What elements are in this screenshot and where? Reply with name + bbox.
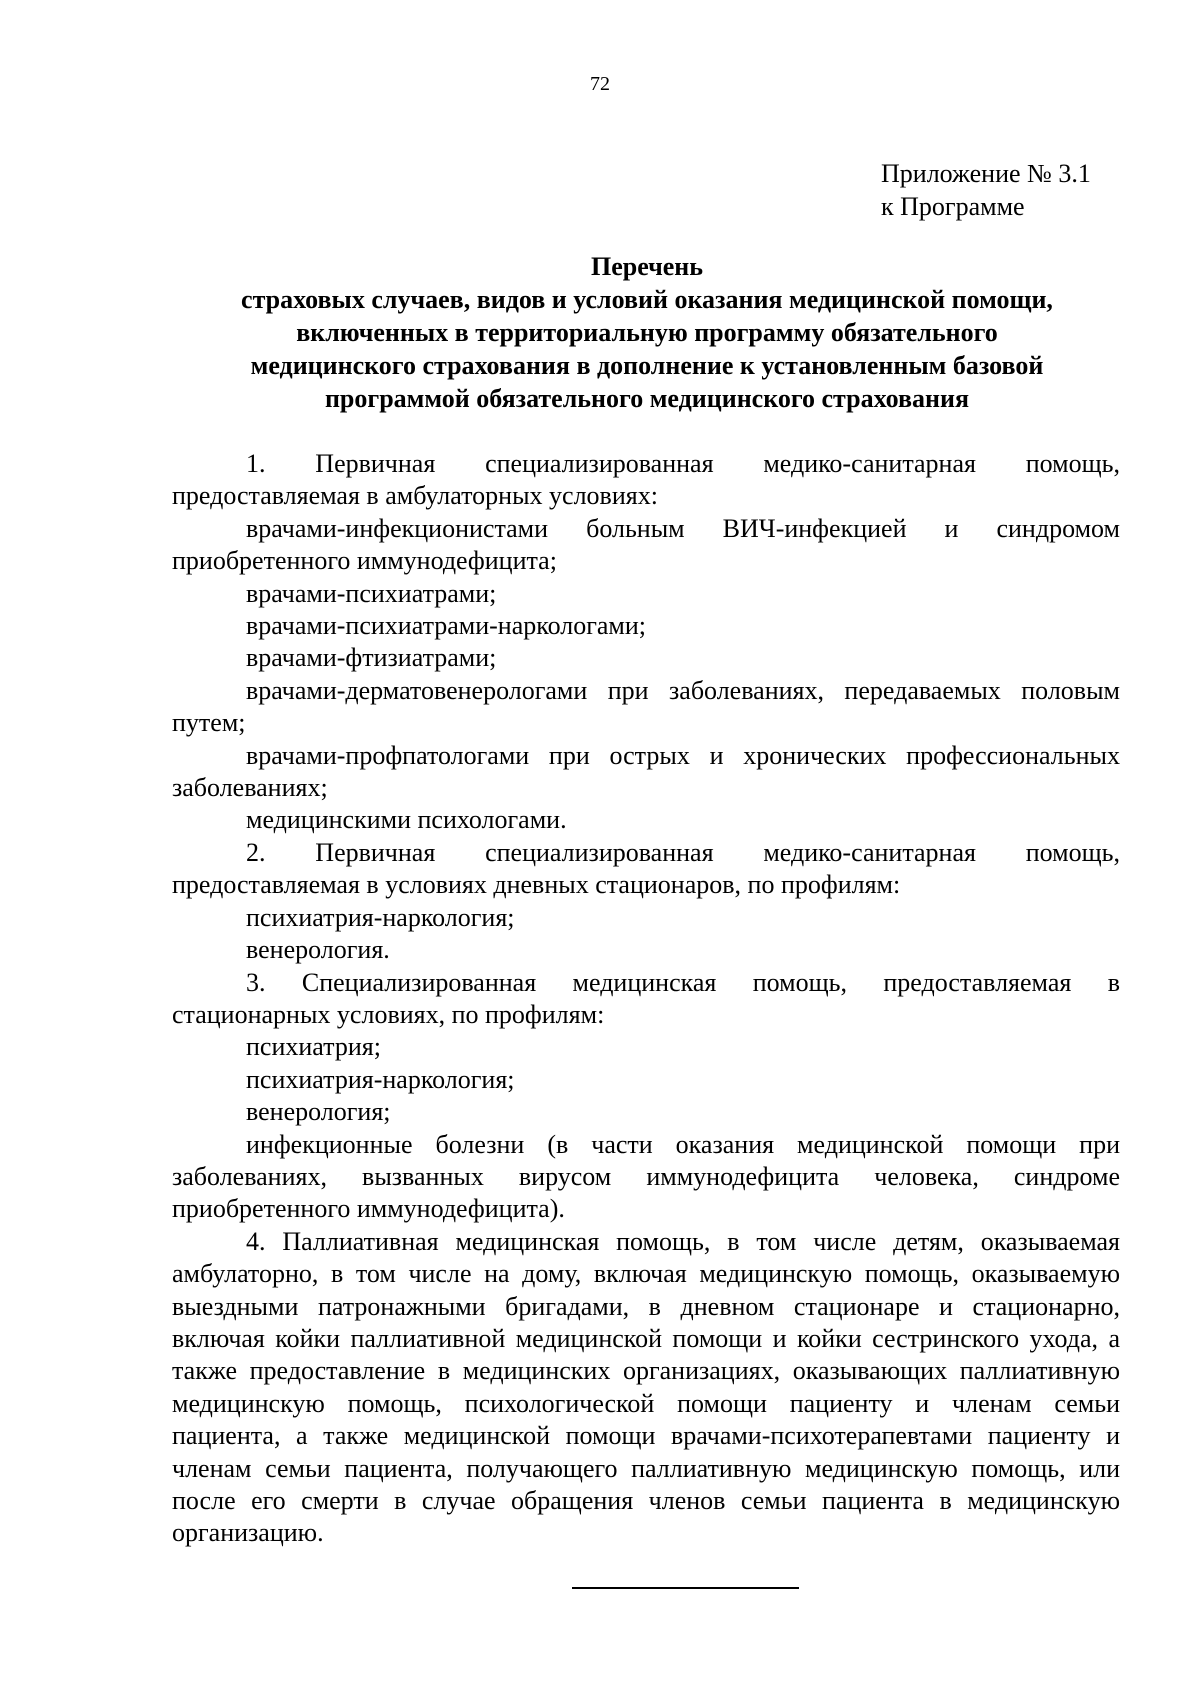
title-line: программой обязательного медицинского страхования [324,384,970,413]
sub-item: врачами-фтизиатрами; [246,643,497,673]
document-title [172,250,1122,415]
sub-item: врачами-инфекционистами больным ВИЧ-инфекцией и синдромом приобретенного иммунодефицита; [172,513,1120,576]
sub-item: инфекционные болезни (в части оказания медицинской помощи при заболеваниях, вызванных вирусом иммунодефицита человека, синдроме приобретенного иммунодефицита). [172,1129,1120,1224]
sub-item: врачами-дерматовенерологами при заболеваниях, передаваемых половым путем; [172,675,1120,738]
sub-item: врачами-психиатрами; [246,578,497,608]
title-line: Перечень [590,252,704,281]
sub-item: психиатрия; [246,1032,381,1062]
title-line: включенных в территориальную программу обязательного [296,318,998,347]
sub-item: врачами-психиатрами-наркологами; [246,611,647,641]
sub-item: врачами-профпатологами при острых и хронических профессиональных заболеваниях; [172,740,1120,803]
list-item-2: 2. Первичная специализированная медико-санитарная помощь, предоставляемая в условиях дневных стационаров, по профилям: [172,837,1120,900]
sub-item: медицинскими психологами. [246,805,567,835]
list-item-4: 4. Паллиативная медицинская помощь, в том числе детям, оказываемая амбулаторно, в том числе на дому, включая медицинскую помощь, оказываемую выездными патронажными бригадами, в дневном стационаре и стационарно, включая койки паллиативной медицинской помощи и койки сестринского ухода, а также предоставление в медицинских организациях, оказывающих паллиативную медицинскую помощь, психологической помощи пациенту и членам семьи пациента, а также медицинской помощи врачами-психотерапевтами пациенту и членам семьи пациента, получающего паллиативную медицинскую помощь, или после его смерти в случае обращения членов семьи пациента в медицинскую организацию. [172,1226,1120,1548]
page-number: 72 [590,73,610,95]
document-body [172,448,1120,1550]
appendix-reference [881,157,1091,223]
list-item-3: 3. Специализированная медицинская помощь, предоставляемая в стационарных условиях, по профилям: [172,967,1120,1029]
appendix-line: к Программе [881,192,1025,221]
appendix-line: Приложение № 3.1 [881,159,1091,188]
list-item-1: 1. Первичная специализированная медико-санитарная помощь, предоставляемая в амбулаторных условиях: [172,449,1120,511]
sub-item: психиатрия-наркология; [246,902,515,932]
sub-item: психиатрия-наркология; [246,1064,515,1094]
title-line: страховых случаев, видов и условий оказания медицинской помощи, [241,285,1053,314]
sub-item: венерология. [246,935,390,965]
title-line: медицинского страхования в дополнение к установленным базовой [250,351,1044,380]
sub-item: венерология; [246,1097,391,1127]
end-separator-line [572,1587,799,1589]
